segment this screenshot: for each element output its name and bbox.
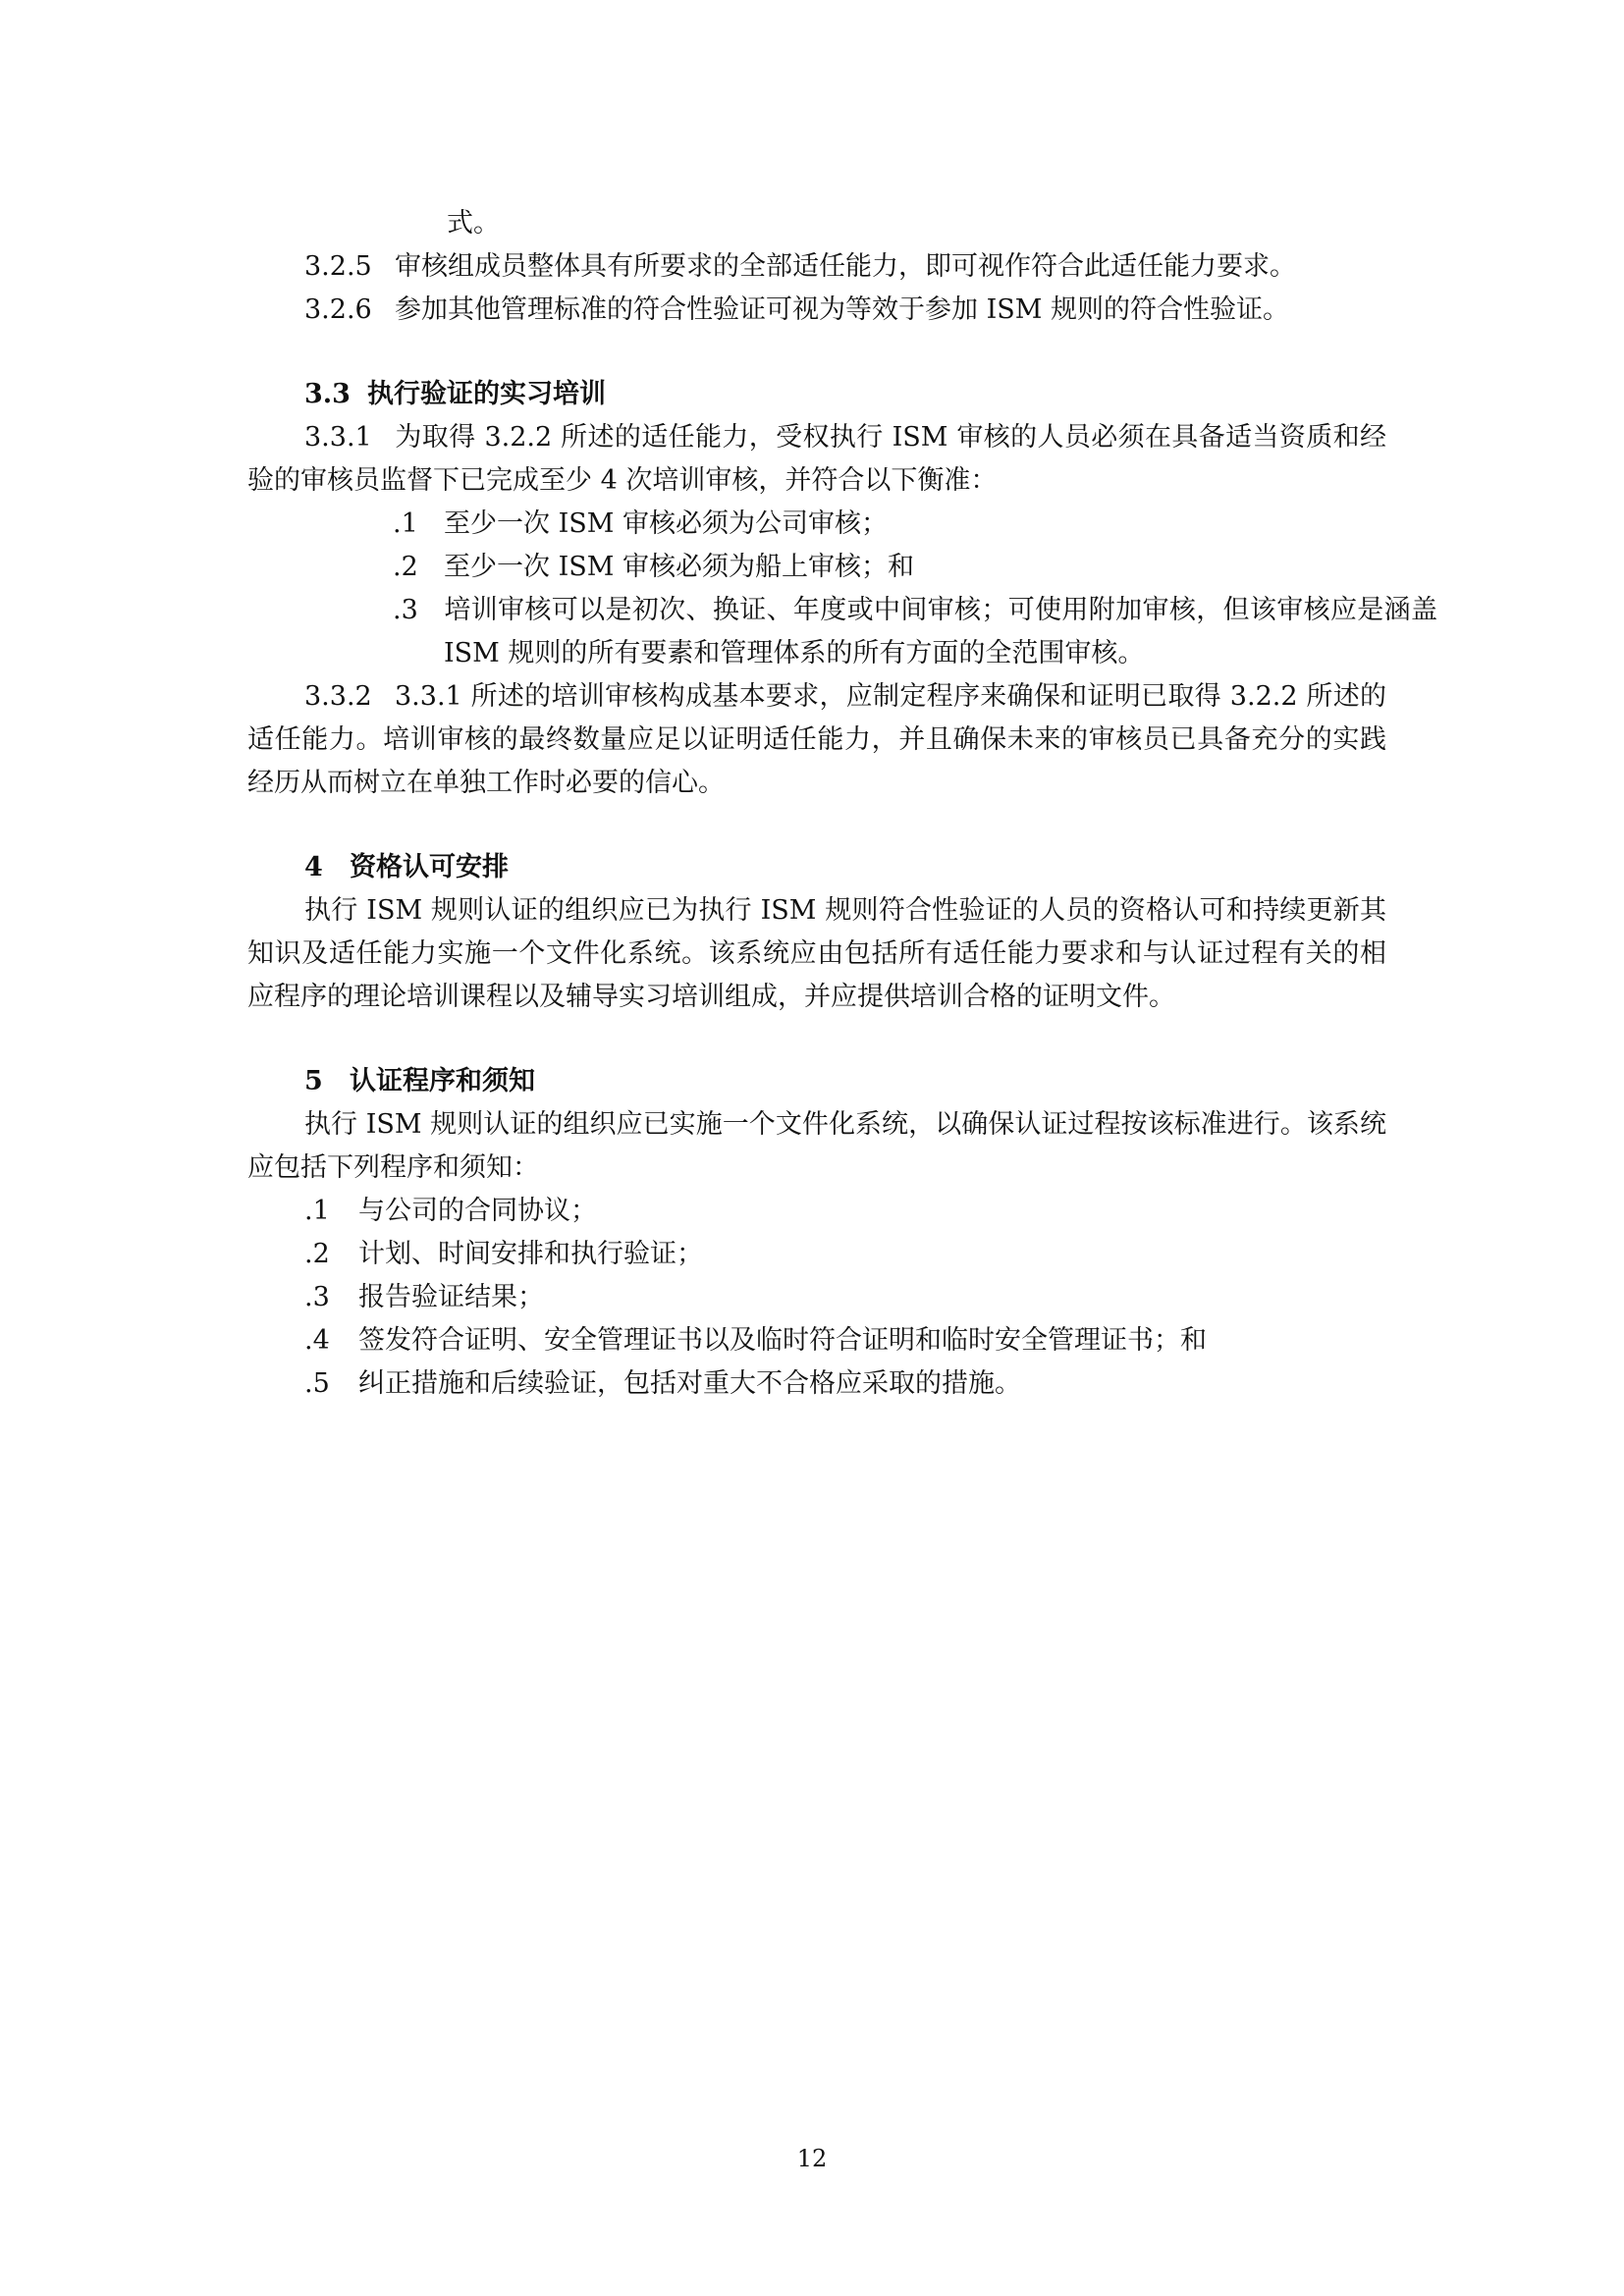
clause-3-3-1 (247, 416, 1386, 503)
list-item-number: .2 (393, 552, 418, 582)
list-item (393, 546, 914, 589)
heading-number: 4 (304, 852, 323, 882)
clause-number: 3.3.2 (304, 681, 372, 712)
heading-text: 执行验证的实习培训 (367, 379, 606, 409)
heading-text: 资格认可安排 (350, 852, 509, 882)
page-number: 12 (796, 2145, 828, 2172)
list-item (304, 1362, 1021, 1406)
clause-number: 3.2.5 (304, 251, 372, 282)
list-item-text: 纠正措施和后续验证，包括对重大不合格应采取的措施。 (358, 1368, 1021, 1399)
clause-3-3-2 (247, 675, 1386, 805)
clause-text: 审核组成员整体具有所要求的全部适任能力，即可视作符合此适任能力要求。 (395, 251, 1296, 282)
heading-number: 5 (304, 1066, 323, 1096)
list-item (393, 503, 888, 546)
list-item-number: .4 (304, 1325, 330, 1356)
clause-text: 3.3.1 所述的培训审核构成基本要求，应制定程序来确保和证明已取得 3.2.2 所述的适任能力。培训审核的最终数量应足以证明适任能力，并且确保未来的审核员已具备充分的实践经历从而树立在单独工作时必要的信心。 (247, 681, 1386, 798)
heading-text: 认证程序和须知 (350, 1066, 535, 1096)
list-item-number: .5 (304, 1368, 330, 1399)
list-item-text: 至少一次 ISM 审核必须为公司审核； (444, 508, 888, 539)
section-heading-5 (304, 1060, 535, 1103)
list-item-number: .1 (304, 1196, 330, 1226)
clause-3-2-6 (304, 289, 1289, 332)
list-item-text: 报告验证结果； (358, 1282, 544, 1312)
list-item-text: 签发符合证明、安全管理证书以及临时符合证明和临时安全管理证书；和 (358, 1325, 1207, 1356)
section-heading-3-3 (304, 373, 606, 416)
section-5-paragraph: 执行 ISM 规则认证的组织应已实施一个文件化系统，以确保认证过程按该标准进行。该系统应包括下列程序和须知： (247, 1109, 1386, 1183)
section-heading-4 (304, 846, 509, 889)
continuation-text: 式。 (447, 208, 500, 239)
list-item-number: .1 (393, 508, 418, 539)
list-item-text: 培训审核可以是初次、换证、年度或中间审核；可使用附加审核，但该审核应是涵盖 ISM 规则的所有要素和管理体系的所有方面的全范围审核。 (444, 595, 1437, 668)
list-item-text: 计划、时间安排和执行验证； (358, 1239, 703, 1269)
list-item (304, 1319, 1207, 1362)
clause-3-2-5 (304, 245, 1296, 289)
heading-number: 3.3 (304, 379, 351, 409)
clause-number: 3.2.6 (304, 294, 372, 325)
clause-number: 3.3.1 (304, 422, 372, 453)
list-item-number: .2 (304, 1239, 330, 1269)
list-item (304, 1276, 544, 1319)
list-item (304, 1190, 597, 1233)
clause-text: 参加其他管理标准的符合性验证可视为等效于参加 ISM 规则的符合性验证。 (395, 294, 1289, 325)
list-item-number: .3 (304, 1282, 330, 1312)
list-item-text: 至少一次 ISM 审核必须为船上审核；和 (444, 552, 914, 582)
list-item (393, 589, 1437, 675)
clause-text: 为取得 3.2.2 所述的适任能力，受权执行 ISM 审核的人员必须在具备适当资质和经验的审核员监督下已完成至少 4 次培训审核，并符合以下衡准： (247, 422, 1386, 496)
list-item (304, 1233, 703, 1276)
section-4-paragraph: 执行 ISM 规则认证的组织应已为执行 ISM 规则符合性验证的人员的资格认可和持续更新其知识及适任能力实施一个文件化系统。该系统应由包括所有适任能力要求和与认证过程有关的相应程序的理论培训课程以及辅导实习培训组成，并应提供培训合格的证明文件。 (247, 895, 1386, 1012)
list-item-number: .3 (393, 595, 418, 625)
list-item-text: 与公司的合同协议； (358, 1196, 597, 1226)
